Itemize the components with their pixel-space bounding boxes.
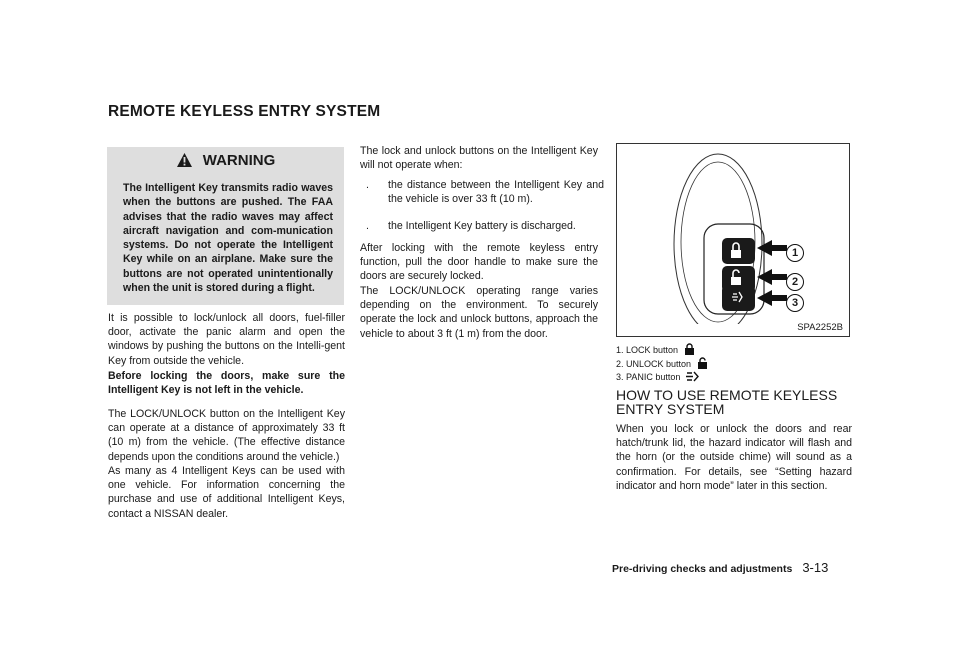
- page-footer: [612, 560, 828, 575]
- verify-lock-paragraph: After locking with the remote keyless entry function, pull the door handle to make sure the doors are securely locked.: [360, 242, 598, 283]
- lock-icon: [684, 343, 695, 355]
- caption-panic-text: 3. PANIC button: [616, 372, 681, 382]
- bullet-mark: .: [366, 220, 369, 232]
- caption-unlock: [616, 357, 708, 371]
- bullet-mark: .: [366, 179, 369, 191]
- key-fob-illustration: [617, 144, 849, 324]
- key-fob-figure: [616, 143, 850, 337]
- chapter-title: Pre-driving checks and adjustments: [612, 563, 793, 575]
- panic-icon: [686, 371, 699, 382]
- bullet-text: the Intelligent Key battery is discharged.: [388, 220, 576, 232]
- caption-unlock-text: 2. UNLOCK button: [616, 359, 692, 369]
- callout-3: 3: [786, 294, 804, 312]
- unlock-icon: [697, 357, 708, 369]
- warning-box: [107, 147, 344, 305]
- figure-code: SPA2252B: [797, 322, 843, 333]
- warning-header: [107, 152, 344, 169]
- range-paragraph: The LOCK/UNLOCK button on the Intelligent Key can operate at a distance of approximately 33 ft (10 m) from the vehicle. (The effective distance depends upon the conditions around the vehicle.): [108, 408, 345, 463]
- keys-paragraph: As many as 4 Intelligent Keys can be used with one vehicle. For information concerning the purchase and use of additional Intelligent Keys, contact a NISSAN dealer.: [108, 465, 345, 520]
- callout-1: 1: [786, 244, 804, 262]
- bullet-text: the distance between the Intelligent Key and the vehicle is over 33 ft (10 m).: [388, 179, 604, 206]
- caption-panic: [616, 371, 699, 384]
- caption-lock: [616, 343, 695, 357]
- caption-lock-text: 1. LOCK button: [616, 345, 679, 355]
- warning-icon: [176, 152, 193, 168]
- intro-paragraph: It is possible to lock/unlock all doors, fuel-filler door, activate the panic alarm and open the windows by pushing the buttons on the Intelli-gent Key from outside the vehicle.: [108, 312, 345, 367]
- bullet-item: [366, 219, 604, 235]
- callout-2: 2: [786, 273, 804, 291]
- how-to-paragraph: When you lock or unlock the doors and rear hatch/trunk lid, the hazard indicator will flash and the horn (or the outside chime) will sound as a confirmation. For details, see “Setting hazard indicator and horn mode” later in this section.: [616, 423, 852, 492]
- warning-text: The Intelligent Key transmits radio waves when the buttons are pushed. The FAA advises that the radio waves may affect aircraft navigation and com-munication systems. Do not operate the Intelligent Key while on an airplane. Make sure the buttons are not operated unintentionally when the unit is stored during a flight.: [123, 182, 333, 295]
- page-number: 3-13: [802, 560, 829, 575]
- bullet-item: [366, 178, 604, 208]
- warning-title: WARNING: [202, 152, 276, 169]
- how-to-heading: HOW TO USE REMOTE KEYLESS ENTRY SYSTEM: [616, 387, 838, 417]
- section-title: REMOTE KEYLESS ENTRY SYSTEM: [108, 103, 381, 120]
- operating-range-paragraph: The LOCK/UNLOCK operating range varies depending on the environment. To securely operate the lock and unlock buttons, approach the vehicle to about 3 ft (1 m) from the door.: [360, 285, 598, 340]
- caution-paragraph: Before locking the doors, make sure the Intelligent Key is not left in the vehicle.: [108, 370, 345, 397]
- not-operate-paragraph: The lock and unlock buttons on the Intelligent Key will not operate when:: [360, 145, 598, 172]
